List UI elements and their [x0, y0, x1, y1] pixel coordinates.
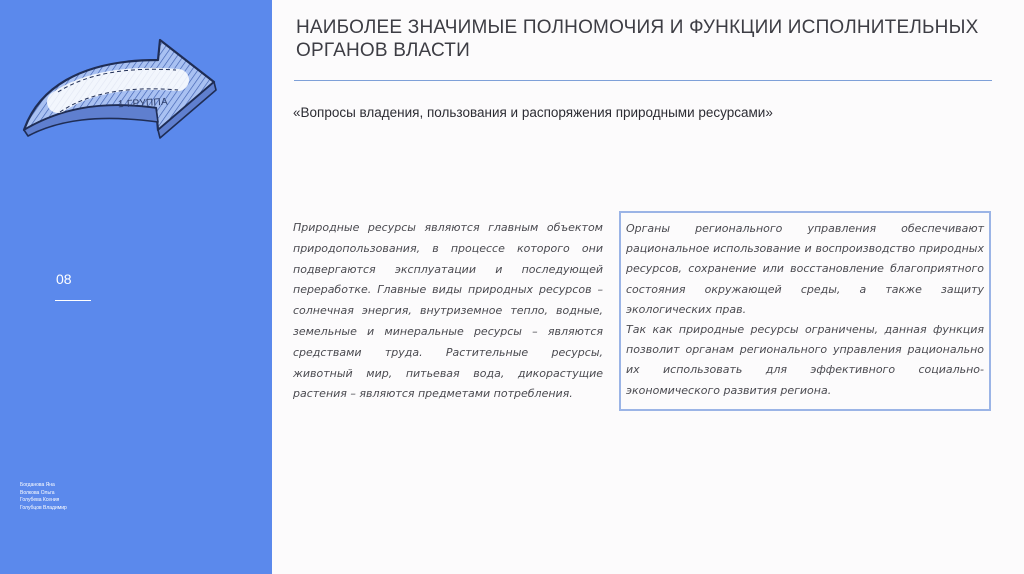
slide-subtitle: «Вопросы владения, пользования и распоряжения природными ресурсами»	[293, 105, 773, 120]
left-text-block: Природные ресурсы являются главным объектом природопользования, в процессе которого они подвергаются эксплуатации и последующей переработке. Главные виды природных ресурсов – солнечная энергия, внутриземное тепло, водные, земельные и минеральные ресурсы – являются средствами труда. Растительные ресурсы, животный мир, питьевая вода, дикорастущие растения – являются предметами потребления.	[293, 221, 603, 401]
right-text-box	[619, 211, 991, 411]
author-name: Голубева Ксения	[20, 497, 60, 503]
slide-number: 08	[56, 271, 72, 287]
author-name: Волкова Ольга	[20, 489, 55, 496]
slide-number-divider	[55, 300, 91, 301]
arrow-icon	[18, 30, 218, 140]
slide-title: НАИБОЛЕЕ ЗНАЧИМЫЕ ПОЛНОМОЧИЯ И ФУНКЦИИ ИСПОЛНИТЕЛЬНЫХ ОРГАНОВ ВЛАСТИ	[296, 17, 979, 61]
author-name: Голубцов Владимир	[20, 504, 67, 511]
sidebar	[0, 0, 272, 574]
right-paragraph: Так как природные ресурсы ограничены, данная функция позволит органам регионального управления рационально их использовать для эффективного социально-экономического развития региона.	[626, 323, 984, 397]
group-label: 1 ГРУППА	[117, 96, 169, 111]
right-paragraph: Органы регионального управления обеспечивают рациональное использование и воспроизводство природных ресурсов, сохранение или восстановление благоприятного состояния окружающей среды, а также защиту экологических прав.	[626, 222, 984, 316]
arrow-graphic	[18, 30, 218, 140]
authors-list	[20, 482, 67, 512]
author-name: Богданова Яна	[20, 482, 55, 488]
title-divider	[294, 80, 992, 81]
